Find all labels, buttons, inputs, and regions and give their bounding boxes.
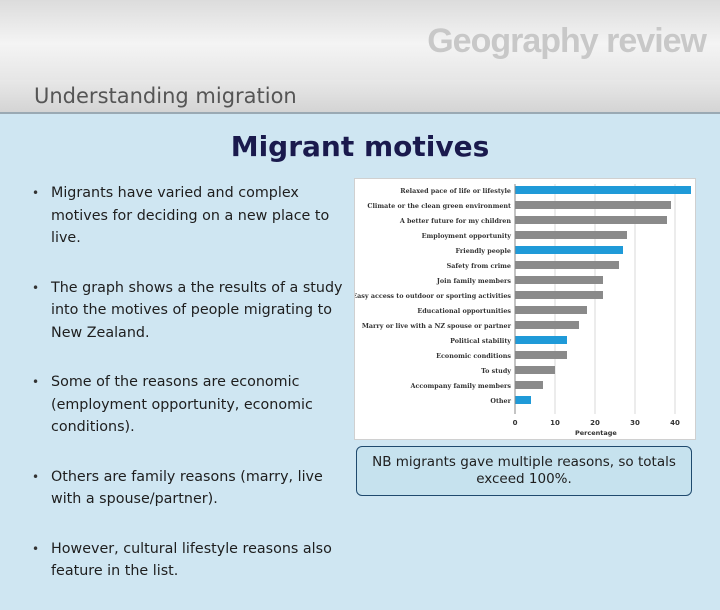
motives-bar-chart xyxy=(355,179,695,439)
category-label: Relaxed pace of life or lifestyle xyxy=(400,187,511,195)
bullet-item: • However, cultural lifestyle reasons also feature in the list. xyxy=(30,538,355,583)
bar xyxy=(515,381,543,389)
category-label: Friendly people xyxy=(455,247,511,255)
category-label: Climate or the clean green environment xyxy=(367,202,511,210)
category-label: Political stability xyxy=(450,337,511,345)
bar xyxy=(515,291,603,299)
section-label: Understanding migration xyxy=(34,84,297,108)
bullet-item: • Some of the reasons are economic (employment opportunity, economic conditions). xyxy=(30,371,355,439)
x-axis-label: Percentage xyxy=(575,429,617,437)
bar xyxy=(515,246,623,254)
bullet-item: • The graph shows a the results of a study into the motives of people migrating to New Zealand. xyxy=(30,277,355,345)
bar xyxy=(515,306,587,314)
bar xyxy=(515,366,555,374)
bullet-item: • Migrants have varied and complex motives for deciding on a new place to live. xyxy=(30,182,355,250)
category-label: Safety from crime xyxy=(446,262,511,270)
category-label: A better future for my children xyxy=(399,217,511,225)
category-label: Other xyxy=(490,397,511,405)
header-bar xyxy=(0,0,720,80)
brand-logo: Geography review xyxy=(427,22,706,60)
bar xyxy=(515,261,619,269)
category-label: Economic conditions xyxy=(436,352,511,360)
bar xyxy=(515,321,579,329)
category-label: Join family members xyxy=(436,277,511,285)
x-tick-label: 20 xyxy=(590,419,600,427)
note-box: NB migrants gave multiple reasons, so totals exceed 100%. xyxy=(356,446,692,496)
bullet-item: • Others are family reasons (marry, live with a spouse/partner). xyxy=(30,466,355,511)
bar xyxy=(515,231,627,239)
bar xyxy=(515,201,671,209)
bar xyxy=(515,216,667,224)
category-label: Employment opportunity xyxy=(421,232,511,240)
slide-title: Migrant motives xyxy=(230,130,490,163)
bullet-list xyxy=(30,182,355,610)
bar xyxy=(515,186,691,194)
x-tick-label: 0 xyxy=(512,419,518,427)
bar xyxy=(515,336,567,344)
bar xyxy=(515,396,531,404)
x-tick-label: 10 xyxy=(550,419,560,427)
category-label: Accompany family members xyxy=(410,382,511,390)
category-label: To study xyxy=(481,367,511,375)
chart-container xyxy=(354,178,696,440)
x-tick-label: 30 xyxy=(630,419,640,427)
x-tick-label: 40 xyxy=(670,419,680,427)
bar xyxy=(515,276,603,284)
category-label: Marry or live with a NZ spouse or partner xyxy=(361,322,511,330)
bar xyxy=(515,351,567,359)
category-label: Educational opportunities xyxy=(417,307,511,315)
category-label: Easy access to outdoor or sporting activities xyxy=(355,292,511,300)
